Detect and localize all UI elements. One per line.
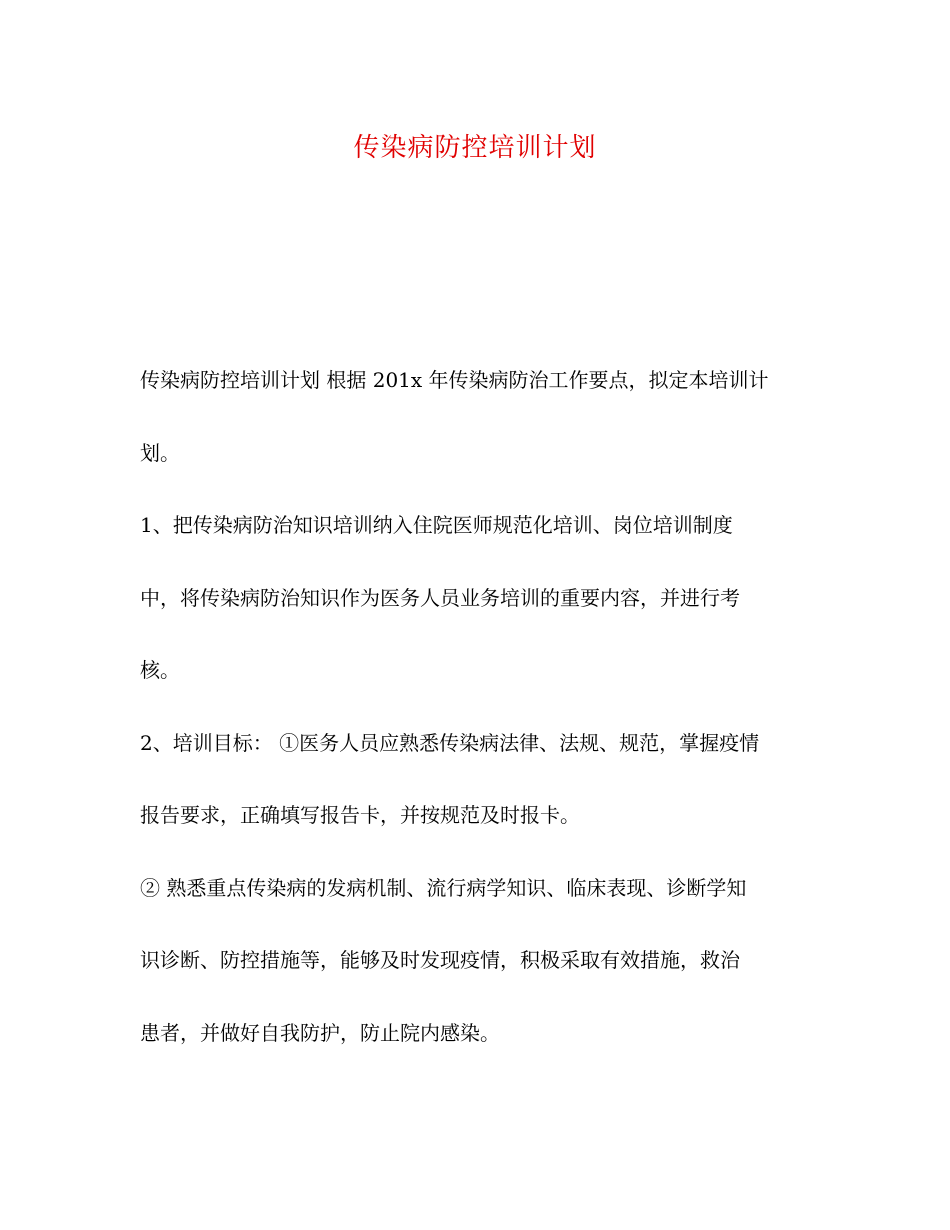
- body-line-10: 患者，并做好自我防护，防止院内感染。: [140, 1020, 500, 1045]
- body-line-9: 识诊断、防控措施等，能够及时发现疫情，积极采取有效措施，救治: [140, 948, 740, 972]
- body-line-8: ② 熟悉重点传染病的发病机制、流行病学知识、临床表现、诊断学知: [140, 875, 747, 900]
- document-title: 传染病防控培训计划: [353, 133, 597, 163]
- body-line-6: 2、培训目标： ①医务人员应熟悉传染病法律、法规、规范，掌握疫情: [140, 730, 760, 755]
- body-line-2: 划。: [140, 440, 180, 465]
- body-line-5: 核。: [140, 658, 180, 682]
- document-body: [140, 357, 830, 1082]
- body-line-3: 1、把传染病防治知识培训纳入住院医师规范化培训、岗位培训制度: [140, 513, 733, 537]
- body-line-4: 中，将传染病防治知识作为医务人员业务培训的重要内容，并进行考: [140, 585, 740, 610]
- body-line-7: 报告要求，正确填写报告卡，并按规范及时报卡。: [140, 803, 580, 827]
- body-line-1: 传染病防控培训计划 根据 201x 年传染病防治工作要点，拟定本培训计: [140, 368, 769, 392]
